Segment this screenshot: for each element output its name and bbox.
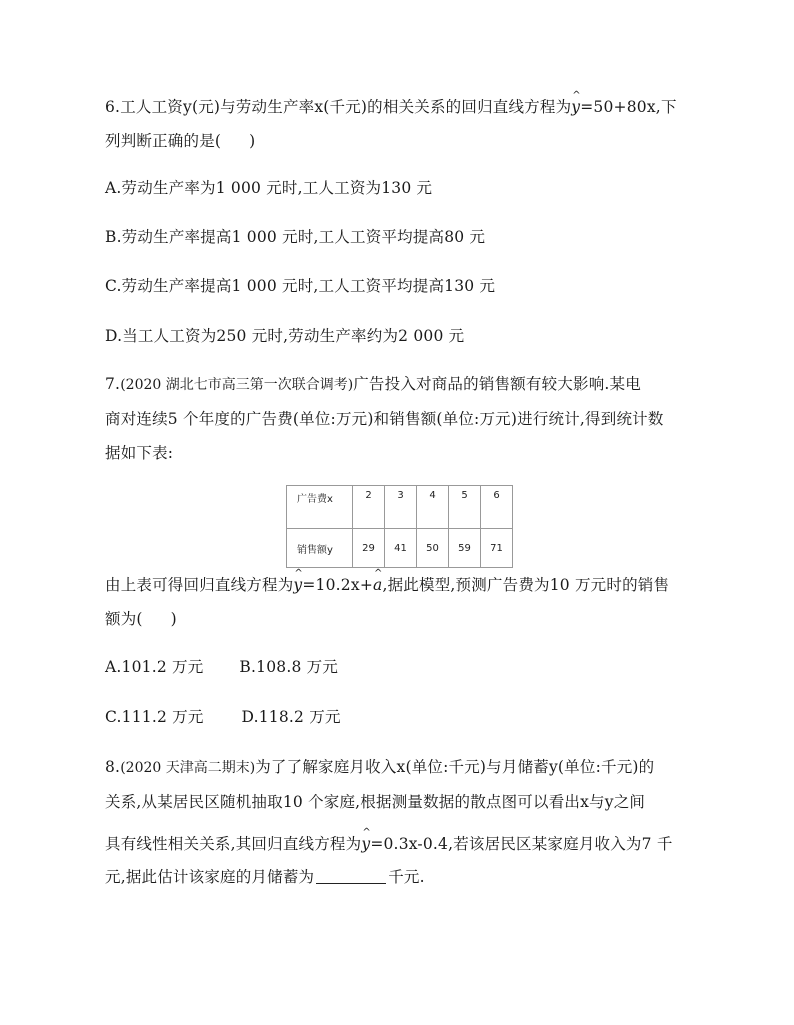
q7-line-1 bbox=[105, 374, 641, 395]
q7-line-4 bbox=[105, 575, 669, 595]
q8-line-2: 关系,从某居民区随机抽取10 个家庭,根据测量数据的散点图可以看出x与y之间 bbox=[105, 793, 646, 811]
q8-text: 为了了解家庭月收入x(单位:千元)与月储蓄y(单位:千元)的 bbox=[255, 758, 655, 776]
q7-line-3: 据如下表: bbox=[105, 444, 174, 462]
q6-option-b: B.劳动生产率提高1 000 元时,工人工资平均提高80 元 bbox=[105, 228, 486, 246]
q6-line-2 bbox=[105, 131, 255, 151]
q8-line-3 bbox=[105, 834, 673, 854]
table-cell: 5 bbox=[449, 486, 481, 529]
q6-option-a: A.劳动生产率为1 000 元时,工人工资为130 元 bbox=[105, 179, 433, 197]
q7-line-2: 商对连续5 个年度的广告费(单位:万元)和销售额(单位:万元)进行统计,得到统计数 bbox=[105, 410, 664, 428]
q7-line-5 bbox=[105, 609, 177, 629]
q7-prediction-text: ,据此模型,预测广告费为10 万元时的销售 bbox=[382, 576, 670, 594]
table-cell: 4 bbox=[417, 486, 449, 529]
q8-line-4 bbox=[105, 867, 425, 887]
table-row bbox=[287, 486, 513, 529]
q7-option-d: D.118.2 万元 bbox=[241, 708, 341, 726]
table-cell: 71 bbox=[481, 529, 513, 568]
q8-equation: =0.3x-0.4,若该居民区某家庭月收入为7 千 bbox=[370, 835, 673, 853]
q8-source: (2020 天津高二期末) bbox=[120, 760, 256, 776]
table-cell: 59 bbox=[449, 529, 481, 568]
table-cell: 50 bbox=[417, 529, 449, 568]
q7-option-c: C.111.2 万元 bbox=[105, 708, 204, 726]
y-hat-symbol: ^ y bbox=[361, 834, 370, 854]
q7-option-b: B.108.8 万元 bbox=[239, 658, 339, 676]
y-hat-symbol: ^ y bbox=[571, 97, 580, 117]
q8-regression-text: 具有线性相关关系,其回归直线方程为 bbox=[105, 835, 362, 853]
q6-line-1 bbox=[105, 97, 677, 117]
a-hat-symbol: ^ a bbox=[373, 575, 382, 595]
table-cell: 2 bbox=[353, 486, 385, 529]
q7-equation: =10.2x+ bbox=[302, 576, 374, 594]
table-cell: 41 bbox=[385, 529, 417, 568]
q7-number: 7. bbox=[105, 375, 121, 393]
q7-paren-close: ) bbox=[170, 610, 177, 628]
answer-blank[interactable] bbox=[316, 869, 386, 884]
q6-paren-close: ) bbox=[249, 132, 256, 150]
q7-regression-text: 由上表可得回归直线方程为 bbox=[105, 576, 294, 594]
q8-prompt: 元,据此估计该家庭的月储蓄为 bbox=[105, 868, 315, 886]
q7-source: (2020 湖北七市高三第一次联合调考) bbox=[120, 377, 354, 393]
q6-prompt: 列判断正确的是( bbox=[105, 132, 222, 150]
table-row-label: 广告费x bbox=[287, 486, 353, 529]
table-row bbox=[287, 529, 513, 568]
q6-option-d: D.当工人工资为250 元时,劳动生产率约为2 000 元 bbox=[105, 327, 465, 345]
q7-prompt: 额为( bbox=[105, 610, 143, 628]
y-hat-symbol: ^ y bbox=[293, 575, 302, 595]
table-row-label: 销售额y bbox=[287, 529, 353, 568]
q8-number: 8. bbox=[105, 758, 121, 776]
table-cell: 6 bbox=[481, 486, 513, 529]
q6-text: 6.工人工资y(元)与劳动生产率x(千元)的相关关系的回归直线方程为 bbox=[105, 98, 572, 116]
q7-option-a: A.101.2 万元 bbox=[105, 658, 204, 676]
table-cell: 3 bbox=[385, 486, 417, 529]
q6-equation: =50+80x,下 bbox=[580, 98, 677, 116]
q8-unit: 千元. bbox=[388, 868, 425, 886]
table-cell: 29 bbox=[353, 529, 385, 568]
q6-option-c: C.劳动生产率提高1 000 元时,工人工资平均提高130 元 bbox=[105, 277, 496, 295]
q7-text: 广告投入对商品的销售额有较大影响.某电 bbox=[353, 375, 641, 393]
q7-options-row-2 bbox=[105, 707, 341, 727]
q7-options-row-1 bbox=[105, 657, 338, 677]
ad-sales-table bbox=[286, 485, 513, 568]
q8-line-1 bbox=[105, 757, 654, 778]
